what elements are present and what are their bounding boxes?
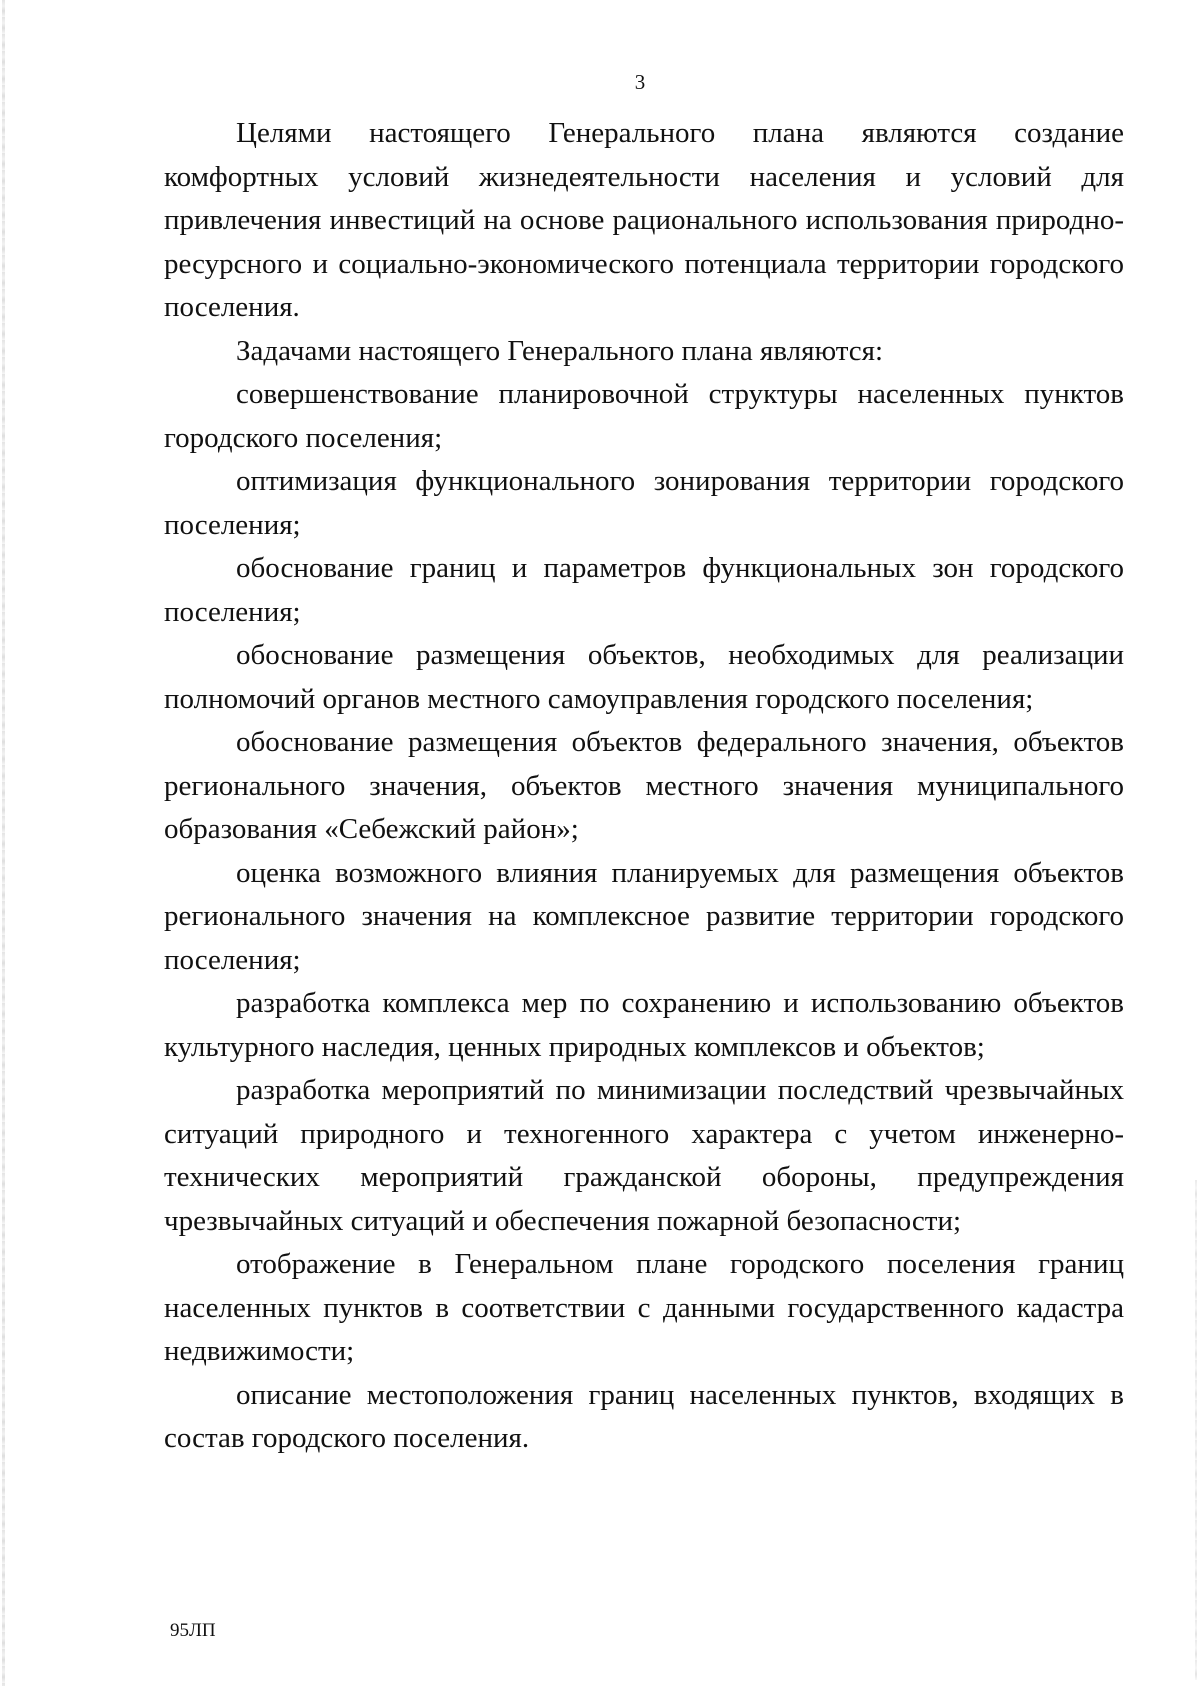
paragraph-task-item: разработка комплекса мер по сохранению и использованию объектов культурного наследия, ценных природных комплексов и объектов; [164,987,1124,1063]
paragraph-task-item: разработка мероприятий по минимизации последствий чрезвычайных ситуаций природного и техногенного характера с учетом инженерно-технических мероприятий гражданской обороны, предупреждения чрезвычайных ситуаций и обеспечения пожарной безопасности; [164,1074,1124,1237]
scan-edge-left [2,0,5,1686]
paragraph-task-item: оптимизация функционального зонирования территории городского поселения; [164,465,1124,541]
paragraph-task-item: описание местоположения границ населенных пунктов, входящих в состав городского поселения. [164,1378,1124,1454]
paragraph-task-item: совершенствование планировочной структуры населенных пунктов городского поселения; [164,378,1124,454]
page-number: 3 [634,70,646,94]
paragraph-task-item: оценка возможного влияния планируемых для размещения объектов регионального значения на комплексное развитие территории городского поселения; [164,856,1124,976]
footer-document-code: 95ЛП [170,1620,216,1641]
paragraph-task-item: обоснование границ и параметров функциональных зон городского поселения; [164,552,1124,628]
paragraph-tasks-heading: Задачами настоящего Генерального плана являются: [236,334,884,367]
paragraph-goals: Целями настоящего Генерального плана являются создание комфортных условий жизнедеятельности населения и условий для привлечения инвестиций на основе рационального использования природно-ресурсного и социально-экономического потенциала территории городского поселения. [164,117,1124,323]
scan-edge-right [1195,1180,1197,1680]
document-body [164,112,1124,1461]
paragraph-task-item: обоснование размещения объектов, необходимых для реализации полномочий органов местного самоуправления городского поселения; [164,639,1124,715]
paragraph-task-item: обоснование размещения объектов федерального значения, объектов регионального значения, объектов местного значения муниципального образования «Себежский район»; [164,726,1124,845]
paragraph-task-item: отображение в Генеральном плане городского поселения границ населенных пунктов в соответствии с данными государственного кадастра недвижимости; [164,1248,1124,1367]
